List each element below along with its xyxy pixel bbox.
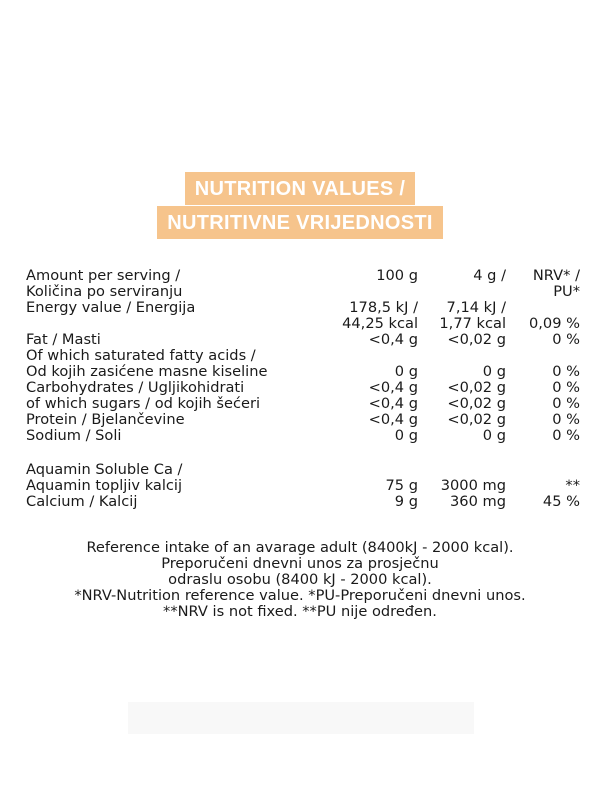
nrv-value [506,462,580,478]
per-serving-value: 4 g / [473,267,506,284]
per-100g-value [318,462,418,478]
table-row [26,284,580,300]
per-serving-value: <0,02 g [447,395,506,412]
nrv-value: 0 % [552,427,580,444]
per-100g-value: 44,25 kcal [342,315,418,332]
nrv-value: 45 % [542,493,580,510]
note-line: Preporučeni dnevni unos za prosječnu [161,555,439,572]
nutrient-label: Količina po serviranju [26,284,183,300]
per-serving-value: 360 mg [450,493,506,510]
per-serving-value: <0,02 g [447,379,506,396]
per-serving-value: 1,77 kcal [439,315,506,332]
table-row [26,428,580,444]
table-row [26,268,580,284]
table-row [26,348,580,364]
title-line-english: NUTRITION VALUES / [185,172,416,205]
nrv-value: 0,09 % [529,315,580,332]
nutrient-label: Aquamin Soluble Ca / [26,462,183,478]
table-row [26,412,580,428]
nutrient-label: of which sugars / od kojih šećeri [26,396,261,412]
per-100g-value: <0,4 g [368,331,418,348]
per-serving-value: 3000 mg [440,477,506,494]
nutrient-label: Aquamin topljiv kalcij [26,478,183,494]
note-line: **NRV is not fixed. **PU nije određen. [163,603,437,620]
per-100g-value: 75 g [385,477,418,494]
per-serving-value [418,462,506,478]
table-row [26,316,580,332]
nrv-value: 0 % [552,395,580,412]
note-line: odraslu osobu (8400 kJ - 2000 kcal). [168,571,432,588]
table-row [26,462,580,478]
nutrient-label: Od kojih zasićene masne kiseline [26,364,268,380]
table-row [26,396,580,412]
nutrient-label: Energy value / Energija [26,300,196,316]
nutrient-label: Amount per serving / [26,268,181,284]
nutrient-label: Of which saturated fatty acids / [26,348,256,364]
per-serving-value: 7,14 kJ / [446,299,506,316]
section-gap [26,444,580,462]
nrv-value [506,300,580,316]
per-100g-value: <0,4 g [368,379,418,396]
per-100g-value: 9 g [394,493,418,510]
nutrient-label: Protein / Bjelančevine [26,412,185,428]
table-row [26,380,580,396]
faint-background-patch [128,702,474,734]
nrv-value: PU* [553,283,580,300]
table-row [26,364,580,380]
nutrient-label: Calcium / Kalcij [26,494,138,510]
nrv-value: 0 % [552,363,580,380]
note-line: Reference intake of an avarage adult (8400kJ - 2000 kcal). [86,539,514,556]
nutrient-label: Carbohydrates / Ugljikohidrati [26,380,245,396]
per-100g-value: 178,5 kJ / [349,299,418,316]
per-serving-value: 0 g [482,427,506,444]
nutrient-label [26,316,318,332]
table-row [26,332,580,348]
reference-notes [0,540,600,620]
per-100g-value: 0 g [394,363,418,380]
nrv-value: ** [565,477,580,494]
per-100g-value: <0,4 g [368,395,418,412]
note-line: *NRV-Nutrition reference value. *PU-Preporučeni dnevni unos. [74,587,526,604]
per-100g-value: 100 g [376,267,418,284]
nutrition-title [0,172,600,239]
per-serving-value [418,348,506,364]
table-row [26,494,580,510]
nrv-value: 0 % [552,379,580,396]
nrv-value [506,348,580,364]
per-serving-value: <0,02 g [447,411,506,428]
table-row [26,300,580,316]
per-100g-value [318,284,418,300]
per-100g-value: 0 g [394,427,418,444]
per-serving-value: <0,02 g [447,331,506,348]
per-serving-value: 0 g [482,363,506,380]
nrv-value: NRV* / [532,267,580,284]
per-serving-value [418,284,506,300]
nutrient-label: Fat / Masti [26,332,101,348]
nrv-value: 0 % [552,411,580,428]
per-100g-value [318,348,418,364]
nutrition-table [26,268,580,510]
table-row [26,478,580,494]
nrv-value: 0 % [552,331,580,348]
title-line-croatian: NUTRITIVNE VRIJEDNOSTI [157,206,443,239]
per-100g-value: <0,4 g [368,411,418,428]
nutrient-label: Sodium / Soli [26,428,122,444]
